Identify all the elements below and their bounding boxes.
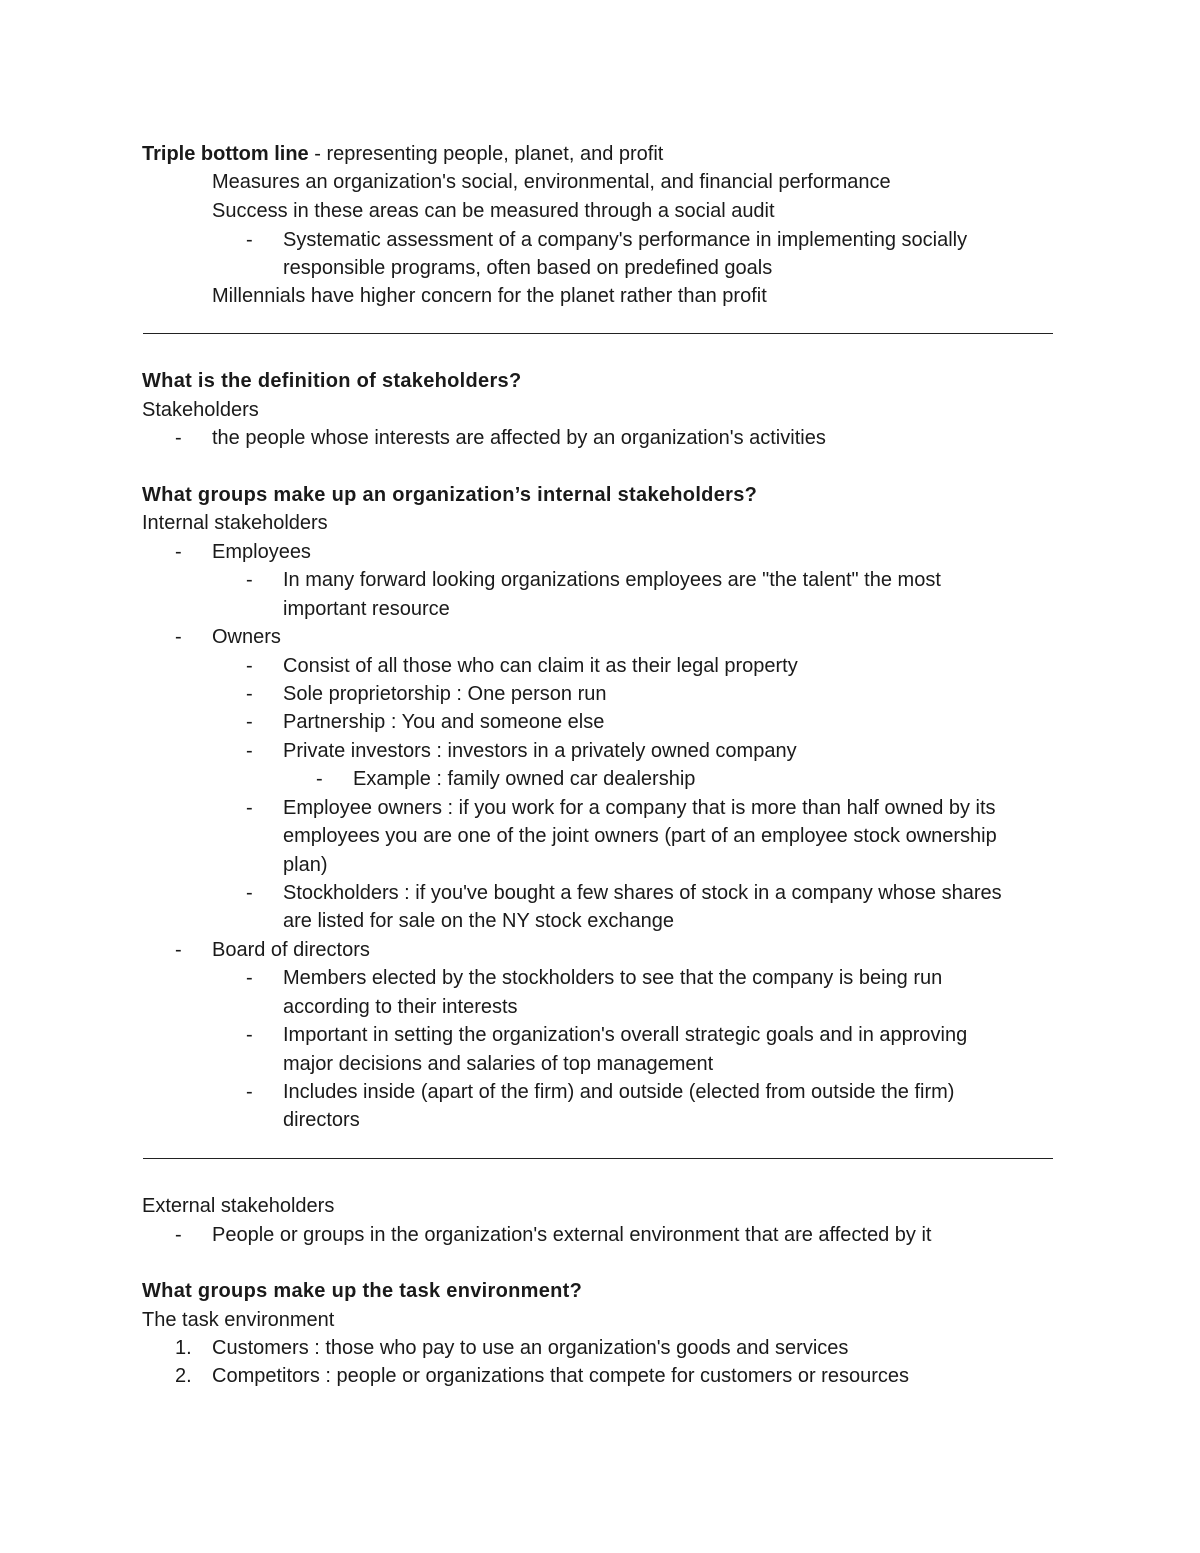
tbl-line-measures: Measures an organization's social, environmental, and financial performance bbox=[212, 171, 891, 193]
owners-sub-private: Private investors : investors in a privately owned company bbox=[283, 740, 797, 762]
board-sub-inside-1: Includes inside (apart of the firm) and outside (elected from outside the firm) bbox=[283, 1081, 955, 1103]
board-sub-members-1: Members elected by the stockholders to see that the company is being run bbox=[283, 967, 943, 989]
list-number: 2. bbox=[175, 1365, 192, 1387]
board-sub-goals-1: Important in setting the organization's overall strategic goals and in approving bbox=[283, 1024, 968, 1046]
employees-sub-2: important resource bbox=[283, 598, 450, 620]
stakeholders-question: What is the definition of stakeholders? bbox=[142, 370, 522, 392]
employees-item: Employees bbox=[212, 541, 311, 563]
bullet-dash: - bbox=[246, 967, 253, 989]
owners-sub-employee-2: employees you are one of the joint owners (part of an employee stock ownership bbox=[283, 825, 997, 847]
divider-rule bbox=[143, 333, 1053, 334]
tbl-sub-audit-1: Systematic assessment of a company's performance in implementing socially bbox=[283, 229, 968, 251]
owners-sub-private-example: Example : family owned car dealership bbox=[353, 768, 696, 790]
owners-sub-legal: Consist of all those who can claim it as their legal property bbox=[283, 655, 798, 677]
owners-sub-employee-3: plan) bbox=[283, 854, 328, 876]
task-item-customers: Customers : those who pay to use an organization's goods and services bbox=[212, 1337, 849, 1359]
bullet-dash: - bbox=[175, 1224, 182, 1246]
bullet-dash: - bbox=[246, 683, 253, 705]
stakeholders-label: Stakeholders bbox=[142, 399, 259, 421]
bullet-dash: - bbox=[175, 427, 182, 449]
bullet-dash: - bbox=[246, 711, 253, 733]
external-definition: People or groups in the organization's external environment that are affected by it bbox=[212, 1224, 932, 1246]
list-number: 1. bbox=[175, 1337, 192, 1359]
external-label: External stakeholders bbox=[142, 1195, 335, 1217]
owners-item: Owners bbox=[212, 626, 281, 648]
tbl-line-millennials: Millennials have higher concern for the planet rather than profit bbox=[212, 285, 767, 307]
owners-sub-sole: Sole proprietorship : One person run bbox=[283, 683, 607, 705]
task-label: The task environment bbox=[142, 1309, 335, 1331]
bullet-dash: - bbox=[316, 768, 323, 790]
divider-rule bbox=[143, 1158, 1053, 1159]
board-item: Board of directors bbox=[212, 939, 370, 961]
bullet-dash: - bbox=[246, 1024, 253, 1046]
board-sub-members-2: according to their interests bbox=[283, 996, 518, 1018]
employees-sub-1: In many forward looking organizations employees are "the talent" the most bbox=[283, 569, 941, 591]
owners-sub-employee-1: Employee owners : if you work for a company that is more than half owned by its bbox=[283, 797, 996, 819]
bullet-dash: - bbox=[175, 541, 182, 563]
tbl-description: - representing people, planet, and profit bbox=[308, 143, 664, 165]
bullet-dash: - bbox=[246, 569, 253, 591]
tbl-line-success: Success in these areas can be measured through a social audit bbox=[212, 200, 775, 222]
bullet-dash: - bbox=[246, 882, 253, 904]
bullet-dash: - bbox=[246, 740, 253, 762]
board-sub-goals-2: major decisions and salaries of top management bbox=[283, 1053, 714, 1075]
bullet-dash: - bbox=[246, 797, 253, 819]
board-sub-inside-2: directors bbox=[283, 1109, 360, 1131]
task-question: What groups make up the task environment? bbox=[142, 1280, 583, 1302]
bullet-dash: - bbox=[246, 655, 253, 677]
tbl-sub-audit-2: responsible programs, often based on predefined goals bbox=[283, 257, 773, 279]
owners-sub-partnership: Partnership : You and someone else bbox=[283, 711, 605, 733]
tbl-heading-line bbox=[142, 140, 663, 168]
stakeholders-definition: the people whose interests are affected by an organization's activities bbox=[212, 427, 826, 449]
owners-sub-stockholders-2: are listed for sale on the NY stock exchange bbox=[283, 910, 674, 932]
task-item-competitors: Competitors : people or organizations that compete for customers or resources bbox=[212, 1365, 909, 1387]
bullet-dash: - bbox=[246, 229, 253, 251]
tbl-term: Triple bottom line bbox=[142, 143, 309, 165]
bullet-dash: - bbox=[175, 626, 182, 648]
owners-sub-stockholders-1: Stockholders : if you've bought a few shares of stock in a company whose shares bbox=[283, 882, 1002, 904]
bullet-dash: - bbox=[175, 939, 182, 961]
internal-question: What groups make up an organization’s internal stakeholders? bbox=[142, 484, 758, 506]
bullet-dash: - bbox=[246, 1081, 253, 1103]
internal-label: Internal stakeholders bbox=[142, 512, 328, 534]
